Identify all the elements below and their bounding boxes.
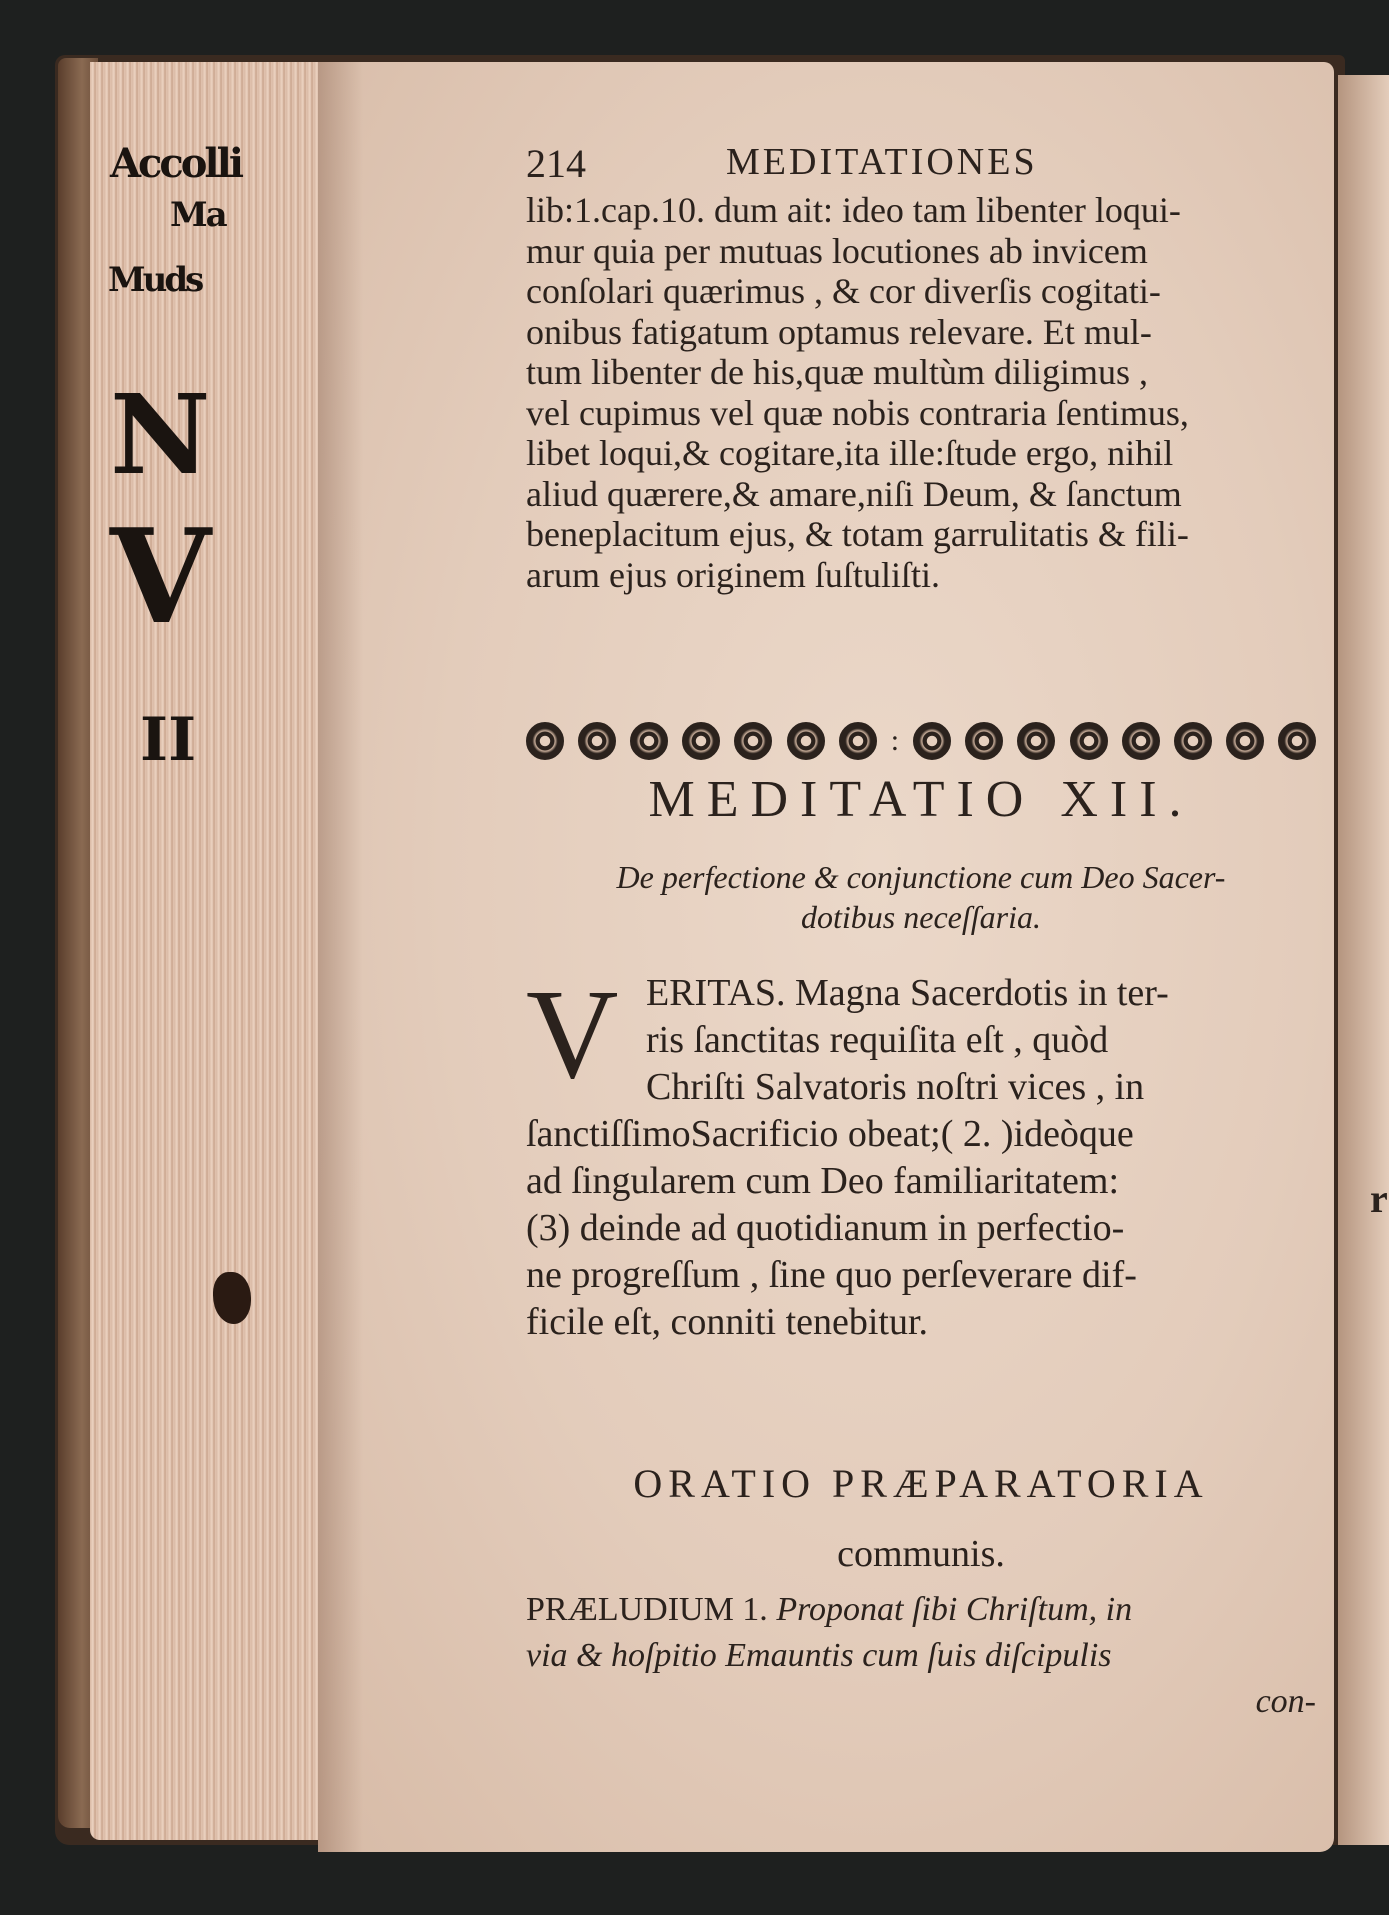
text-line: ficile eſt, conniti tenebitur. xyxy=(526,1301,929,1343)
oratio-subheading: communis. xyxy=(837,1533,1005,1575)
rosette-ornament xyxy=(682,722,720,760)
rosette-ornament xyxy=(1226,722,1264,760)
rosette-ornament xyxy=(1278,722,1316,760)
rosette-ornament xyxy=(1122,722,1160,760)
book-page xyxy=(318,62,1334,1852)
page-header xyxy=(526,140,1326,190)
text-line: conſolari quærimus , & cor diverſis cogitati- xyxy=(526,271,1161,311)
meditation-title: MEDITATIO XII. xyxy=(648,771,1194,828)
text-line: Chriſti Salvatoris noſtri vices , in xyxy=(646,1066,1145,1108)
ornamental-divider xyxy=(526,718,1316,764)
rosette-ornament xyxy=(787,722,825,760)
text-line: ſanctiſſimoSacrificio obeat;( 2. )ideòque xyxy=(526,1113,1134,1155)
fore-edge-letter-n: N xyxy=(110,370,211,499)
text-line: vel cupimus vel quæ nobis contraria ſentimus, xyxy=(526,392,1189,433)
fore-edge-letter-v: V xyxy=(110,500,211,653)
text-line: onibus fatigatum optamus relevare. Et mul- xyxy=(526,311,1152,352)
text-line: beneplacitum ejus, & totam garrulitatis & fili- xyxy=(526,514,1189,554)
meditation-subtitle xyxy=(526,857,1316,937)
gutter-shadow xyxy=(318,62,363,1852)
text-line: (3) deinde ad quotidianum in perfectio- xyxy=(526,1207,1125,1249)
rosette-ornament xyxy=(1017,722,1055,760)
text-line: ERITAS. Magna Sacerdotis in ter- xyxy=(646,972,1169,1014)
fore-edge-text-1: Accolli xyxy=(110,140,242,187)
catchword: con- xyxy=(1255,1683,1316,1720)
rosette-ornament xyxy=(1174,722,1212,760)
rosette-ornament xyxy=(839,722,877,760)
subtitle-line: De perfectione & conjunctione cum Deo Sacer- xyxy=(616,859,1226,895)
praeludium-section xyxy=(526,1587,1316,1725)
text-line: mur quia per mutuas locutiones ab invicem xyxy=(526,230,1148,271)
rosette-ornament xyxy=(913,722,951,760)
ornament-separator: : xyxy=(890,724,900,757)
praeludium-line-1 xyxy=(526,1587,1316,1633)
continued-paragraph xyxy=(526,190,1316,595)
fore-edge-numeral: II xyxy=(140,705,197,775)
ink-blot xyxy=(213,1272,251,1324)
fore-edge-text-3: Muds xyxy=(108,260,202,300)
rosette-ornament xyxy=(734,722,772,760)
oratio-heading: ORATIO PRÆPARATORIA xyxy=(633,1461,1209,1506)
next-page-edge xyxy=(1338,75,1389,1845)
rosette-ornament xyxy=(965,722,1003,760)
fore-edge-inscription xyxy=(100,120,330,840)
text-line: ne progreſſum , ſine quo perſeverare dif- xyxy=(526,1254,1137,1296)
text-line: tum libenter de his,quæ multùm diligimus , xyxy=(526,352,1148,392)
subtitle-line: dotibus neceſſaria. xyxy=(801,899,1041,935)
veritas-paragraph xyxy=(526,963,1316,1346)
text-line: libet loqui,& cogitare,ita ille:ſtude ergo, nihil xyxy=(526,433,1174,473)
running-head: MEDITATIONES xyxy=(726,141,1038,183)
drop-cap: V xyxy=(526,963,619,1105)
rosette-ornament xyxy=(578,722,616,760)
page-number: 214 xyxy=(526,141,586,186)
fore-edge-text-2: Ma xyxy=(170,195,226,235)
praeludium-italic-text: Proponat ſibi Chriſtum, in xyxy=(776,1591,1133,1628)
rosette-ornament xyxy=(1070,722,1108,760)
rosette-ornament xyxy=(526,722,564,760)
praeludium-label: PRÆLUDIUM 1. xyxy=(526,1591,768,1628)
praeludium-line-2: via & hoſpitio Emauntis cum ſuis diſcipulis xyxy=(526,1637,1112,1674)
text-line: aliud quærere,& amare,niſi Deum, & ſanctum xyxy=(526,473,1182,514)
next-page-fragment: r xyxy=(1370,1176,1388,1221)
text-line: arum ejus originem ſuſtuliſti. xyxy=(526,554,940,595)
text-line: lib:1.cap.10. dum ait: ideo tam libenter loqui- xyxy=(526,190,1181,230)
rosette-ornament xyxy=(630,722,668,760)
text-line: ris ſanctitas requiſita eſt , quòd xyxy=(646,1019,1109,1061)
text-line: ad ſingularem cum Deo familiaritatem: xyxy=(526,1160,1120,1202)
